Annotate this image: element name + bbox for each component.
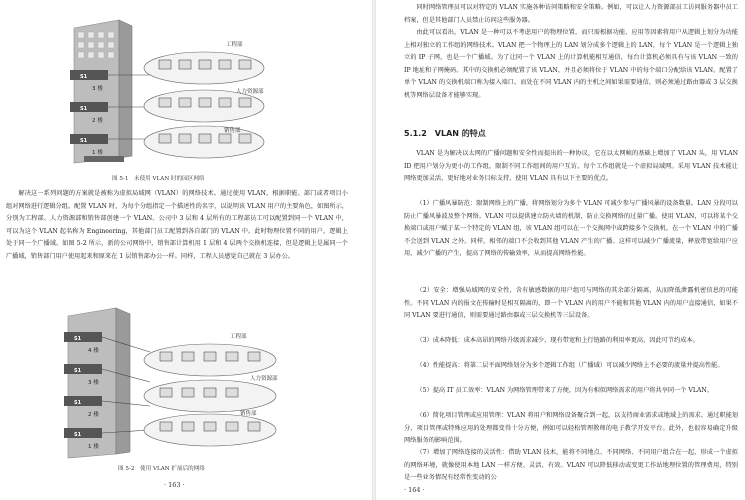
figure-caption: 图 5-1 未使用 VLAN 时的园区网络	[112, 176, 205, 182]
dept-label: 销售部	[224, 128, 241, 134]
list-item: （1）广播风暴防范：限制网络上的广播，将网络划分为多个 VLAN 可减少参与广播风暴的设备数量。LAN 分段可以防止广播风暴波及整个网络。VLAN 可以提供建立防火墙的机制，防止交换网络的过量广播。使用 VLAN，可以将某个交换端口或用户赋于某一个特定的 VLAN 组，该 VLAN 组可以在一个交换网中或跨接多个交换机，在一个 VLAN 中的广播不会送到 VLAN 之外。同样，相邻的端口不会收到其他 VLAN 产生的广播。这样可以减少广播流量，释放带宽给用户应用，减少广播的产生，提高了网络的传输效率，从而提高网络性能。	[404, 200, 738, 257]
left-page	[0, 0, 372, 500]
switch-label: S1	[80, 74, 88, 80]
right-page	[376, 0, 745, 500]
body-paragraph: 同时网络管理员可以对特定的 VLAN 实施各种访问策略和安全策略。例如，可以让人力资源部员工访问服务器中员工档案，但是其他部门人员禁止访问这些服务器。	[404, 4, 738, 24]
switch-icon	[64, 428, 102, 438]
section-heading: 5.1.2 VLAN 的特点	[404, 129, 486, 138]
list-item: （3）成本降低：成本高昂的网络升级需求减少，现有带宽和上行链路的利用率更高，因此可节约成本。	[416, 337, 699, 344]
switch-icon	[70, 134, 108, 144]
switch-label: S1	[74, 432, 82, 438]
floor-label: 3 楼	[92, 86, 103, 92]
list-item: （7）增加了网络连接的灵活性：借助 VLAN 技术，能将不同地点、不同网络、不同用户组合在一起，形成一个虚拟的网络环境，就像使用本地 LAN 一样方便、灵活、有效。VLAN 可以降低移动或变更工作站地理位置的管理费用，特别是一些业务情况有经常性变动的公	[404, 449, 738, 481]
switch-icon	[64, 396, 102, 406]
body-paragraph: 解决这一系列问题的方案就是被称为虚拟局域网（VLAN）的网络技术。通过使用 VLAN，根据职能、部门或者项目小组对网络进行逻辑分组。配置 VLAN 时，为每个分组指定一个描述性的名字，以说明该 VLAN 用户的主要角色，如图所示，分别为工程部、人力资源部和销售部创建一个 VLAN。公司中 3 层和 4 层所有的工程部员工可以配置到同一个 VLAN 中，可以为这个 VLAN 起名称为 Engineering，其他部门员工配置到各自部门的 VLAN 中。此时物理位置不同的用户，逻辑上处于同一个广播域。如图 5-2 所示，新的公司网络中，销售部计算机用 1 层和 4 层两个交换机连接，但是逻辑上是属同一个广播域，销售部门用户使用起来和原来在 1 层销售部办公一样。同样，工程人员感觉自己就在 3 层办公。	[6, 190, 348, 260]
floor-label: 2 楼	[92, 118, 103, 124]
switch-label: S1	[74, 400, 82, 406]
list-item: （2）安全：增强局域网的安全性，含有敏感数据的用户组可与网络的其余部分隔离，从而降低泄露机密信息的可能性。不同 VLAN 内的报文在传输时是相互隔离的，即一个 VLAN 内的用户不能和其他 VLAN 内的用户直接通信，如果不同 VLAN 要进行通信，则需要通过路由器或三层交换机等三层设备。	[404, 287, 738, 319]
core-switch-icon	[84, 156, 124, 162]
figure-caption: 图 5-2 使用 VLAN 扩展后的网络	[118, 466, 205, 472]
floor-label: 2 楼	[88, 412, 99, 418]
switch-icon	[70, 102, 108, 112]
body-paragraph: 由此可以看出，VLAN 是一种可以不考虑用户的物理位置，而只需根据功能、应用等因素将用户从逻辑上划分为功能上相对独立的工作组的网络技术。VLAN 把一个物理上的 LAN 划分成多个逻辑上的 LAN，每个 VLAN 是一个逻辑上独立的 IP 子网，也是一个广播域。为了让同一个 VLAN 上的计算机能相互通信，每台计算机必须具有与该 VLAN 一致的 IP 地址和子网掩码。其中的交换机必须配置了该 VLAN，并且必须将位于 VLAN 中的每个端口分配给该 VLAN。配置了单个 VLAN 的交换机端口称为接入端口。而处在不同 VLAN 内的主机之间如果需要通信，则必须通过路由器或 3 层交换机等网络层设备才能够实现。	[404, 29, 738, 99]
switch-icon	[64, 364, 102, 374]
dept-label: 销售部	[240, 411, 257, 417]
floor-label: 4 楼	[88, 348, 99, 354]
list-item: （6）简化项目管理或应用管理：VLAN 将用户和网络设备聚合到一起，以支持商业需求或地域上的需求。通过职能划分，项目管理或特殊应用的处理都变得十分方便，例如可以轻松管理教师的电子教学开发平台。此外，也很容易确定升级网络服务的影响范围。	[404, 412, 738, 444]
dept-label: 人力资源部	[236, 89, 264, 95]
list-item: （4）性能提高：将第二层平面网络划分为多个逻辑工作组（广播域）可以减少网络上不必要的流量并提高性能。	[416, 362, 724, 369]
figure-5-1-diagram	[44, 8, 344, 168]
switch-icon	[64, 332, 102, 342]
switch-label: S1	[80, 138, 88, 144]
dept-label: 人力资源部	[250, 376, 278, 382]
switch-label: S1	[74, 336, 82, 342]
floor-label: 1 楼	[88, 444, 99, 450]
dept-label: 工程部	[230, 334, 247, 340]
switch-label: S1	[74, 368, 82, 374]
switch-icon	[70, 70, 108, 80]
floor-label: 1 楼	[92, 150, 103, 156]
body-paragraph: VLAN 是为解决以太网的广播问题和安全性而提出的一种协议，它在以太网帧的基础上增加了 VLAN 头，用 VLAN ID 把用户划分为更小的工作组，限制不同工作组间的用户互访，每个工作组就是一个虚拟局域网。采用 VLAN 技术能让网络更加灵活，更好地对业务目标支持，使用 VLAN 具有以下主要的优点。	[404, 150, 738, 182]
page-number: · 163 ·	[164, 481, 185, 489]
dept-label: 工程部	[226, 42, 243, 48]
list-item: （5）提高 IT 员工效率：VLAN 为网络管理带来了方便，因为有相似网络需求的用户将共享同一个 VLAN。	[416, 387, 713, 394]
floor-label: 3 楼	[88, 380, 99, 386]
page-number: · 164 ·	[404, 486, 425, 494]
switch-label: S1	[80, 106, 88, 112]
figure-5-2-diagram	[40, 302, 340, 462]
